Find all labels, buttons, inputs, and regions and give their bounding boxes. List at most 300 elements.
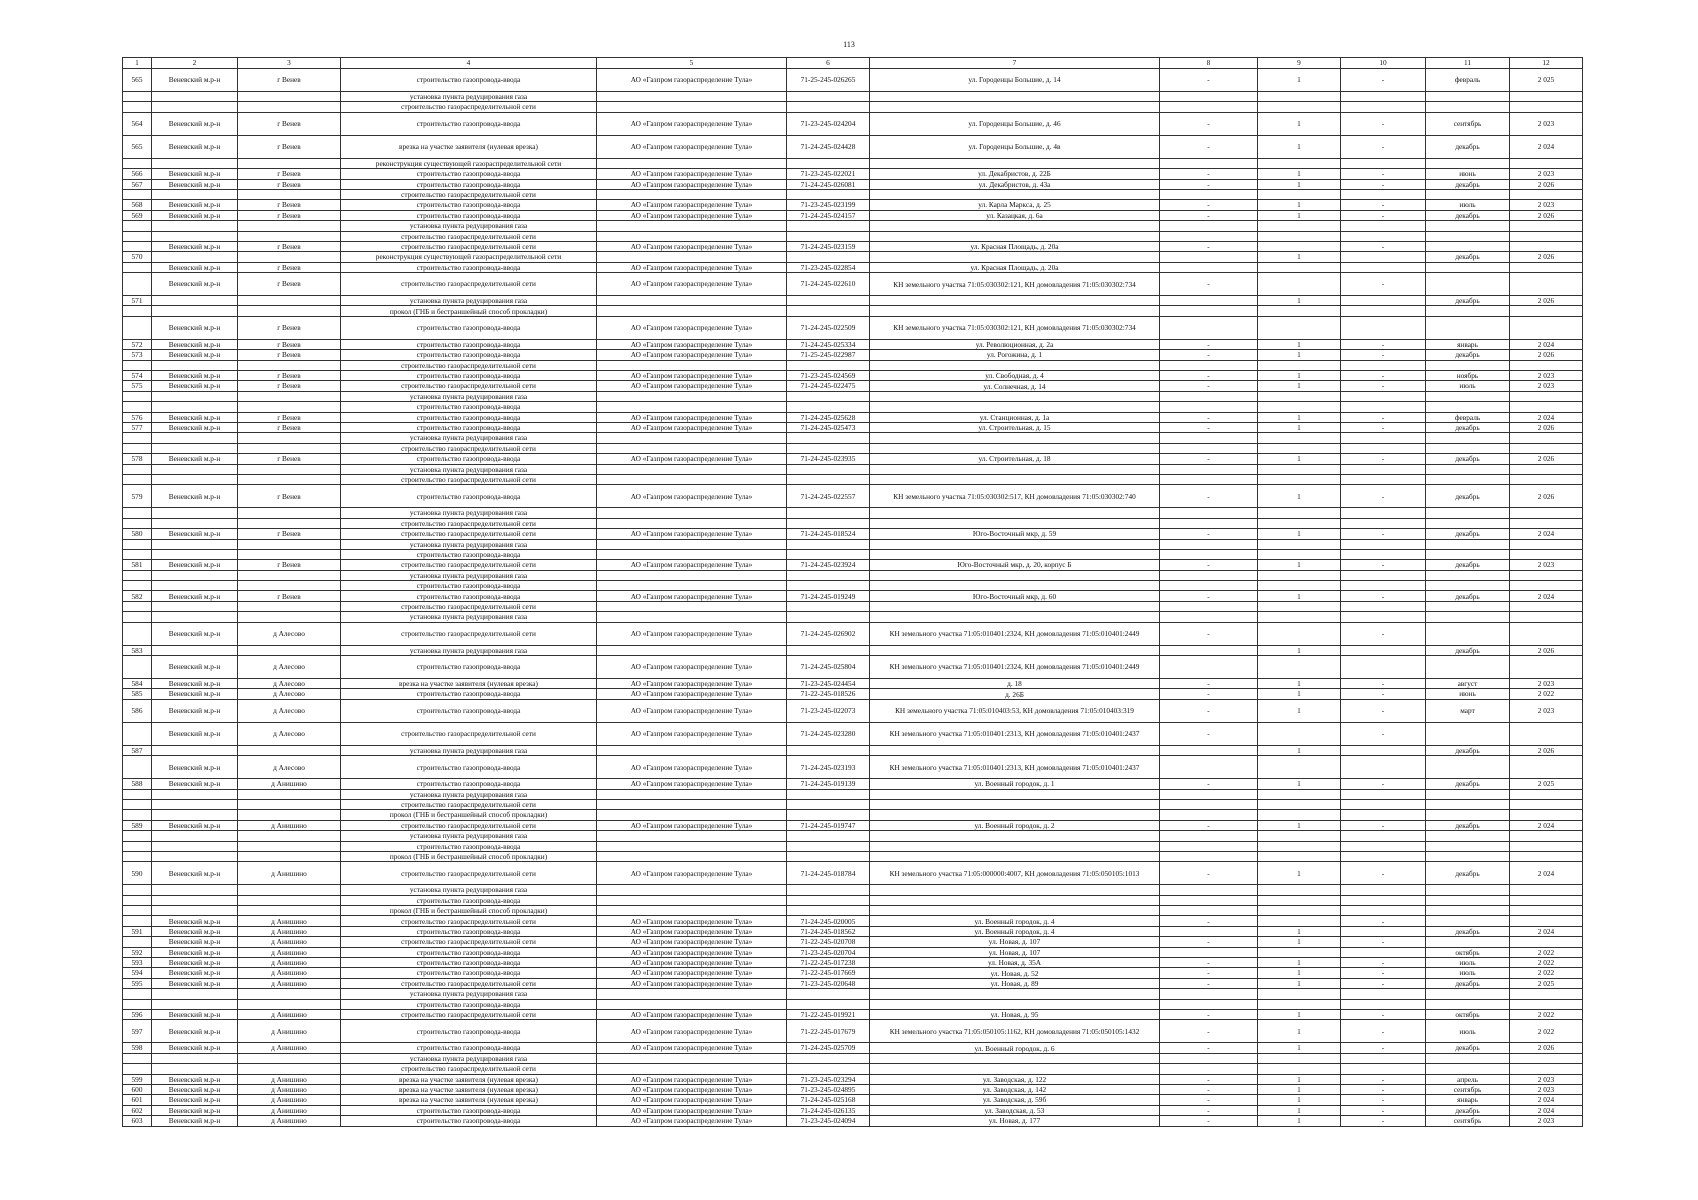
cell-work-type: строительство газопровода-ввода bbox=[341, 895, 597, 905]
cell-col-9-value: 1 bbox=[1258, 252, 1341, 262]
cell-district bbox=[152, 92, 238, 102]
cell-col-10-value bbox=[1341, 656, 1426, 679]
cell-application-id bbox=[787, 231, 870, 241]
cell-district bbox=[152, 252, 238, 262]
cell-address: КН земельного участка 71:05:010403:53, КН домовладения 71:05:010403:319 bbox=[870, 699, 1160, 722]
cell-address: ул. Военный городок, д. 6 bbox=[870, 1043, 1160, 1053]
cell-application-id: 71-24-245-025709 bbox=[787, 1043, 870, 1053]
cell-application-id: 71-22-245-017669 bbox=[787, 968, 870, 978]
cell-application-id: 71-23-245-020704 bbox=[787, 947, 870, 957]
cell-col-10-value bbox=[1341, 756, 1426, 779]
cell-organization bbox=[597, 518, 787, 528]
cell-application-id: 71-23-245-022854 bbox=[787, 262, 870, 272]
table-row bbox=[123, 560, 1583, 570]
cell-address bbox=[870, 989, 1160, 999]
cell-year bbox=[1510, 262, 1583, 272]
table-row bbox=[123, 1043, 1583, 1053]
cell-col-9-value bbox=[1258, 433, 1341, 443]
cell-month: апрель bbox=[1426, 1074, 1510, 1084]
cell-col-10-value: - bbox=[1341, 422, 1426, 432]
cell-col-9-value bbox=[1258, 722, 1341, 745]
cell-col-9-value: 1 bbox=[1258, 560, 1341, 570]
cell-work-type: строительство газораспределительной сети bbox=[341, 443, 597, 453]
cell-district bbox=[152, 841, 238, 851]
cell-col-10-value bbox=[1341, 789, 1426, 799]
cell-month: сентябрь bbox=[1426, 1116, 1510, 1126]
cell-col-8-value: - bbox=[1160, 1095, 1258, 1105]
cell-district bbox=[152, 518, 238, 528]
cell-col-9-value: 1 bbox=[1258, 1074, 1341, 1084]
cell-month bbox=[1426, 158, 1510, 168]
cell-address: ул. Новая, д. 89 bbox=[870, 978, 1160, 988]
cell-row-number: 569 bbox=[123, 210, 152, 220]
cell-col-8-value: - bbox=[1160, 169, 1258, 179]
cell-address: КН земельного участка 71:05:000000:4007, КН домовладения 71:05:050105:1013 bbox=[870, 862, 1160, 885]
cell-year bbox=[1510, 221, 1583, 231]
cell-settlement: г Венев bbox=[238, 169, 341, 179]
cell-col-8-value bbox=[1160, 296, 1258, 306]
cell-work-type: строительство газораспределительной сети bbox=[341, 273, 597, 296]
cell-organization bbox=[597, 745, 787, 755]
cell-row-number: 575 bbox=[123, 381, 152, 391]
table-row bbox=[123, 1095, 1583, 1105]
cell-col-9-value bbox=[1258, 841, 1341, 851]
cell-address: КН земельного участка 71:05:030302:121, КН домовладения 71:05:030302:734 bbox=[870, 273, 1160, 296]
table-row bbox=[123, 699, 1583, 722]
cell-col-10-value bbox=[1341, 221, 1426, 231]
cell-district: Веневский м.р-н bbox=[152, 947, 238, 957]
cell-col-10-value: - bbox=[1341, 968, 1426, 978]
cell-settlement: д Анишино bbox=[238, 820, 341, 830]
cell-row-number: 601 bbox=[123, 1095, 152, 1105]
cell-col-10-value bbox=[1341, 999, 1426, 1009]
cell-col-9-value: 1 bbox=[1258, 296, 1341, 306]
cell-settlement bbox=[238, 539, 341, 549]
table-row bbox=[123, 745, 1583, 755]
cell-year: 2 026 bbox=[1510, 645, 1583, 655]
cell-application-id: 71-23-245-023199 bbox=[787, 200, 870, 210]
cell-month: декабрь bbox=[1426, 745, 1510, 755]
cell-col-8-value bbox=[1160, 518, 1258, 528]
cell-organization: АО «Газпром газораспределение Тула» bbox=[597, 978, 787, 988]
cell-district bbox=[152, 906, 238, 916]
cell-district: Веневский м.р-н bbox=[152, 978, 238, 988]
cell-col-8-value bbox=[1160, 443, 1258, 453]
cell-year bbox=[1510, 570, 1583, 580]
cell-row-number bbox=[123, 851, 152, 861]
cell-col-10-value bbox=[1341, 474, 1426, 484]
column-header: 5 bbox=[597, 58, 787, 69]
cell-settlement: д Анишино bbox=[238, 968, 341, 978]
cell-work-type: строительство газопровода-ввода bbox=[341, 756, 597, 779]
cell-settlement bbox=[238, 231, 341, 241]
cell-application-id bbox=[787, 402, 870, 412]
cell-organization: АО «Газпром газораспределение Тула» bbox=[597, 926, 787, 936]
cell-district: Веневский м.р-н bbox=[152, 591, 238, 601]
cell-address: ул. Солнечная, д. 14 bbox=[870, 381, 1160, 391]
table-row bbox=[123, 1116, 1583, 1126]
cell-address: ул. Декабристов, д. 22Б bbox=[870, 169, 1160, 179]
table-row bbox=[123, 756, 1583, 779]
cell-month bbox=[1426, 92, 1510, 102]
cell-application-id: 71-22-245-020708 bbox=[787, 937, 870, 947]
cell-year bbox=[1510, 508, 1583, 518]
cell-row-number bbox=[123, 1064, 152, 1074]
cell-organization bbox=[597, 158, 787, 168]
cell-col-8-value: - bbox=[1160, 679, 1258, 689]
cell-col-9-value bbox=[1258, 158, 1341, 168]
cell-col-8-value: - bbox=[1160, 69, 1258, 92]
cell-month: декабрь bbox=[1426, 422, 1510, 432]
cell-col-10-value: - bbox=[1341, 779, 1426, 789]
cell-application-id: 71-24-245-026902 bbox=[787, 622, 870, 645]
cell-address: ул. Декабристов, д. 43а bbox=[870, 179, 1160, 189]
cell-col-10-value bbox=[1341, 231, 1426, 241]
cell-row-number: 574 bbox=[123, 371, 152, 381]
cell-col-8-value bbox=[1160, 999, 1258, 1009]
cell-col-9-value bbox=[1258, 360, 1341, 370]
cell-settlement bbox=[238, 92, 341, 102]
cell-col-8-value: - bbox=[1160, 1043, 1258, 1053]
cell-col-9-value: 1 bbox=[1258, 820, 1341, 830]
cell-year bbox=[1510, 189, 1583, 199]
cell-organization: АО «Газпром газораспределение Тула» bbox=[597, 200, 787, 210]
cell-col-9-value bbox=[1258, 241, 1341, 251]
cell-col-8-value bbox=[1160, 947, 1258, 957]
cell-work-type: прокол (ГНБ и бестраншейный способ прокладки) bbox=[341, 810, 597, 820]
cell-organization: АО «Газпром газораспределение Тула» bbox=[597, 679, 787, 689]
cell-year bbox=[1510, 1064, 1583, 1074]
cell-application-id: 71-24-245-022557 bbox=[787, 485, 870, 508]
cell-work-type: строительство газопровода-ввода bbox=[341, 402, 597, 412]
cell-organization: АО «Газпром газораспределение Тула» bbox=[597, 316, 787, 339]
cell-work-type: строительство газораспределительной сети bbox=[341, 799, 597, 809]
cell-row-number bbox=[123, 906, 152, 916]
cell-settlement bbox=[238, 296, 341, 306]
cell-work-type: строительство газораспределительной сети bbox=[341, 937, 597, 947]
cell-settlement: д Анишино bbox=[238, 937, 341, 947]
cell-settlement bbox=[238, 895, 341, 905]
cell-month bbox=[1426, 360, 1510, 370]
cell-col-9-value: 1 bbox=[1258, 371, 1341, 381]
cell-district: Веневский м.р-н bbox=[152, 112, 238, 135]
cell-year bbox=[1510, 92, 1583, 102]
cell-row-number bbox=[123, 231, 152, 241]
cell-row-number: 594 bbox=[123, 968, 152, 978]
table-row bbox=[123, 689, 1583, 699]
cell-year bbox=[1510, 402, 1583, 412]
cell-address bbox=[870, 1053, 1160, 1063]
table-row bbox=[123, 1074, 1583, 1084]
cell-col-9-value: 1 bbox=[1258, 210, 1341, 220]
cell-settlement: д Анишино bbox=[238, 862, 341, 885]
cell-work-type: строительство газопровода-ввода bbox=[341, 591, 597, 601]
cell-application-id: 71-22-245-019921 bbox=[787, 1010, 870, 1020]
cell-col-8-value bbox=[1160, 539, 1258, 549]
cell-col-9-value bbox=[1258, 474, 1341, 484]
cell-work-type: строительство газопровода-ввода bbox=[341, 1105, 597, 1115]
cell-year: 2 025 bbox=[1510, 779, 1583, 789]
cell-month: декабрь bbox=[1426, 591, 1510, 601]
table-row bbox=[123, 958, 1583, 968]
cell-work-type: строительство газораспределительной сети bbox=[341, 474, 597, 484]
cell-year: 2 026 bbox=[1510, 210, 1583, 220]
table-row bbox=[123, 339, 1583, 349]
cell-year: 2 024 bbox=[1510, 591, 1583, 601]
cell-district: Веневский м.р-н bbox=[152, 454, 238, 464]
cell-col-9-value: 1 bbox=[1258, 645, 1341, 655]
table-row bbox=[123, 454, 1583, 464]
cell-district bbox=[152, 433, 238, 443]
cell-application-id bbox=[787, 221, 870, 231]
cell-month bbox=[1426, 539, 1510, 549]
cell-col-8-value bbox=[1160, 1064, 1258, 1074]
cell-col-10-value bbox=[1341, 745, 1426, 755]
cell-year bbox=[1510, 474, 1583, 484]
cell-settlement: д Анишино bbox=[238, 1020, 341, 1043]
cell-work-type: строительство газопровода-ввода bbox=[341, 422, 597, 432]
cell-application-id: 71-24-245-025628 bbox=[787, 412, 870, 422]
cell-settlement bbox=[238, 745, 341, 755]
cell-col-9-value bbox=[1258, 756, 1341, 779]
table-row bbox=[123, 518, 1583, 528]
cell-work-type: строительство газопровода-ввода bbox=[341, 412, 597, 422]
cell-row-number: 595 bbox=[123, 978, 152, 988]
table-row bbox=[123, 799, 1583, 809]
cell-col-9-value bbox=[1258, 221, 1341, 231]
cell-address: ул. Военный городок, д. 4 bbox=[870, 926, 1160, 936]
cell-application-id bbox=[787, 645, 870, 655]
cell-year: 2 024 bbox=[1510, 926, 1583, 936]
cell-work-type: строительство газораспределительной сети bbox=[341, 241, 597, 251]
cell-application-id bbox=[787, 810, 870, 820]
cell-month: сентябрь bbox=[1426, 1084, 1510, 1094]
cell-address bbox=[870, 810, 1160, 820]
table-row bbox=[123, 316, 1583, 339]
cell-district: Веневский м.р-н bbox=[152, 412, 238, 422]
cell-organization bbox=[597, 799, 787, 809]
cell-col-8-value bbox=[1160, 391, 1258, 401]
cell-organization bbox=[597, 391, 787, 401]
cell-year: 2 025 bbox=[1510, 69, 1583, 92]
table-row bbox=[123, 381, 1583, 391]
cell-application-id: 71-24-245-022509 bbox=[787, 316, 870, 339]
cell-organization bbox=[597, 92, 787, 102]
cell-application-id bbox=[787, 841, 870, 851]
cell-settlement bbox=[238, 474, 341, 484]
table-row bbox=[123, 189, 1583, 199]
cell-col-8-value bbox=[1160, 789, 1258, 799]
cell-settlement bbox=[238, 906, 341, 916]
cell-col-10-value bbox=[1341, 433, 1426, 443]
cell-col-9-value bbox=[1258, 402, 1341, 412]
table-row bbox=[123, 412, 1583, 422]
cell-application-id: 71-24-245-024157 bbox=[787, 210, 870, 220]
cell-district bbox=[152, 231, 238, 241]
cell-col-9-value: 1 bbox=[1258, 422, 1341, 432]
table-row bbox=[123, 391, 1583, 401]
table-row bbox=[123, 581, 1583, 591]
cell-month: январь bbox=[1426, 1095, 1510, 1105]
cell-application-id: 71-24-245-023159 bbox=[787, 241, 870, 251]
cell-address: ул. Карла Маркса, д. 25 bbox=[870, 200, 1160, 210]
cell-col-8-value: - bbox=[1160, 485, 1258, 508]
table-row bbox=[123, 937, 1583, 947]
cell-col-10-value: - bbox=[1341, 937, 1426, 947]
cell-year: 2 026 bbox=[1510, 296, 1583, 306]
cell-address bbox=[870, 252, 1160, 262]
cell-district: Веневский м.р-н bbox=[152, 210, 238, 220]
cell-address bbox=[870, 645, 1160, 655]
column-header: 6 bbox=[787, 58, 870, 69]
cell-work-type: строительство газопровода-ввода bbox=[341, 968, 597, 978]
cell-address bbox=[870, 799, 1160, 809]
cell-work-type: строительство газораспределительной сети bbox=[341, 1010, 597, 1020]
cell-application-id: 71-23-245-024204 bbox=[787, 112, 870, 135]
cell-settlement: г Венев bbox=[238, 262, 341, 272]
cell-address: КН земельного участка 71:05:010401:2324, КН домовладения 71:05:010401:2449 bbox=[870, 656, 1160, 679]
cell-col-8-value bbox=[1160, 306, 1258, 316]
cell-application-id: 71-24-245-022610 bbox=[787, 273, 870, 296]
cell-work-type: реконструкция существующей газораспределительной сети bbox=[341, 158, 597, 168]
cell-organization: АО «Газпром газораспределение Тула» bbox=[597, 779, 787, 789]
cell-settlement bbox=[238, 518, 341, 528]
cell-application-id: 71-24-245-020005 bbox=[787, 916, 870, 926]
cell-address: ул. Городенцы Большие, д. 4в bbox=[870, 135, 1160, 158]
table-row bbox=[123, 135, 1583, 158]
cell-work-type: установка пункта редуцирования газа bbox=[341, 296, 597, 306]
cell-row-number: 579 bbox=[123, 485, 152, 508]
table-row bbox=[123, 252, 1583, 262]
cell-district: Веневский м.р-н bbox=[152, 1116, 238, 1126]
table-row bbox=[123, 169, 1583, 179]
cell-address: КН земельного участка 71:05:030302:121, КН домовладения 71:05:030302:734 bbox=[870, 316, 1160, 339]
cell-settlement bbox=[238, 158, 341, 168]
cell-application-id: 71-23-245-024895 bbox=[787, 1084, 870, 1094]
cell-col-10-value: - bbox=[1341, 529, 1426, 539]
cell-year bbox=[1510, 999, 1583, 1009]
cell-settlement: д Алесово bbox=[238, 756, 341, 779]
table-row bbox=[123, 241, 1583, 251]
cell-row-number bbox=[123, 841, 152, 851]
cell-month: март bbox=[1426, 699, 1510, 722]
cell-month bbox=[1426, 474, 1510, 484]
cell-work-type: строительство газопровода-ввода bbox=[341, 1116, 597, 1126]
cell-settlement: д Анишино bbox=[238, 779, 341, 789]
cell-work-type: строительство газопровода-ввода bbox=[341, 262, 597, 272]
cell-organization bbox=[597, 102, 787, 112]
cell-col-10-value bbox=[1341, 539, 1426, 549]
cell-col-8-value: - bbox=[1160, 591, 1258, 601]
cell-col-9-value bbox=[1258, 989, 1341, 999]
cell-col-9-value bbox=[1258, 262, 1341, 272]
cell-col-9-value bbox=[1258, 443, 1341, 453]
cell-work-type: врезка на участке заявителя (нулевая врезка) bbox=[341, 1084, 597, 1094]
cell-application-id bbox=[787, 745, 870, 755]
cell-col-8-value bbox=[1160, 810, 1258, 820]
cell-work-type: прокол (ГНБ и бестраншейный способ прокладки) bbox=[341, 306, 597, 316]
cell-month bbox=[1426, 241, 1510, 251]
cell-row-number: 587 bbox=[123, 745, 152, 755]
cell-work-type: строительство газопровода-ввода bbox=[341, 169, 597, 179]
cell-district: Веневский м.р-н bbox=[152, 273, 238, 296]
cell-col-9-value bbox=[1258, 906, 1341, 916]
cell-col-8-value bbox=[1160, 252, 1258, 262]
cell-row-number bbox=[123, 221, 152, 231]
cell-col-10-value: - bbox=[1341, 1095, 1426, 1105]
table-row bbox=[123, 92, 1583, 102]
column-header: 7 bbox=[870, 58, 1160, 69]
cell-work-type: строительство газопровода-ввода bbox=[341, 699, 597, 722]
cell-district bbox=[152, 601, 238, 611]
table-row bbox=[123, 179, 1583, 189]
cell-year bbox=[1510, 360, 1583, 370]
cell-col-8-value: - bbox=[1160, 560, 1258, 570]
cell-year bbox=[1510, 231, 1583, 241]
cell-organization: АО «Газпром газораспределение Тула» bbox=[597, 179, 787, 189]
cell-settlement bbox=[238, 221, 341, 231]
cell-col-10-value bbox=[1341, 102, 1426, 112]
cell-application-id: 71-25-245-026265 bbox=[787, 69, 870, 92]
cell-work-type: установка пункта редуцирования газа bbox=[341, 885, 597, 895]
cell-col-8-value bbox=[1160, 656, 1258, 679]
cell-row-number bbox=[123, 306, 152, 316]
cell-address: КН земельного участка 71:05:010401:2313, КН домовладения 71:05:010401:2437 bbox=[870, 722, 1160, 745]
table-row bbox=[123, 296, 1583, 306]
cell-col-9-value bbox=[1258, 92, 1341, 102]
cell-col-10-value bbox=[1341, 1064, 1426, 1074]
cell-month: февраль bbox=[1426, 412, 1510, 422]
cell-month: декабрь bbox=[1426, 350, 1510, 360]
cell-month bbox=[1426, 622, 1510, 645]
cell-col-10-value bbox=[1341, 570, 1426, 580]
cell-row-number bbox=[123, 799, 152, 809]
cell-organization: АО «Газпром газораспределение Тула» bbox=[597, 656, 787, 679]
cell-settlement: д Анишино bbox=[238, 1116, 341, 1126]
cell-year: 2 024 bbox=[1510, 820, 1583, 830]
cell-month: декабрь bbox=[1426, 252, 1510, 262]
cell-work-type: установка пункта редуцирования газа bbox=[341, 789, 597, 799]
cell-col-10-value: - bbox=[1341, 591, 1426, 601]
cell-col-8-value bbox=[1160, 92, 1258, 102]
cell-district bbox=[152, 895, 238, 905]
cell-col-10-value: - bbox=[1341, 978, 1426, 988]
cell-col-9-value bbox=[1258, 895, 1341, 905]
cell-col-9-value bbox=[1258, 612, 1341, 622]
cell-row-number bbox=[123, 241, 152, 251]
cell-organization bbox=[597, 810, 787, 820]
cell-district bbox=[152, 1064, 238, 1074]
cell-organization: АО «Газпром газораспределение Тула» bbox=[597, 454, 787, 464]
table-row bbox=[123, 1010, 1583, 1020]
cell-month bbox=[1426, 402, 1510, 412]
cell-organization: АО «Газпром газораспределение Тула» bbox=[597, 937, 787, 947]
cell-settlement: д Алесово bbox=[238, 679, 341, 689]
cell-work-type: врезка на участке заявителя (нулевая врезка) bbox=[341, 1074, 597, 1084]
cell-row-number bbox=[123, 831, 152, 841]
cell-row-number: 581 bbox=[123, 560, 152, 570]
cell-row-number: 570 bbox=[123, 252, 152, 262]
cell-col-9-value bbox=[1258, 518, 1341, 528]
cell-district bbox=[152, 443, 238, 453]
cell-row-number: 566 bbox=[123, 169, 152, 179]
cell-organization bbox=[597, 539, 787, 549]
cell-row-number bbox=[123, 508, 152, 518]
cell-organization: АО «Газпром газораспределение Тула» bbox=[597, 1043, 787, 1053]
cell-month bbox=[1426, 102, 1510, 112]
cell-year: 2 023 bbox=[1510, 1116, 1583, 1126]
cell-address: ул. Строительная, д. 15 bbox=[870, 422, 1160, 432]
